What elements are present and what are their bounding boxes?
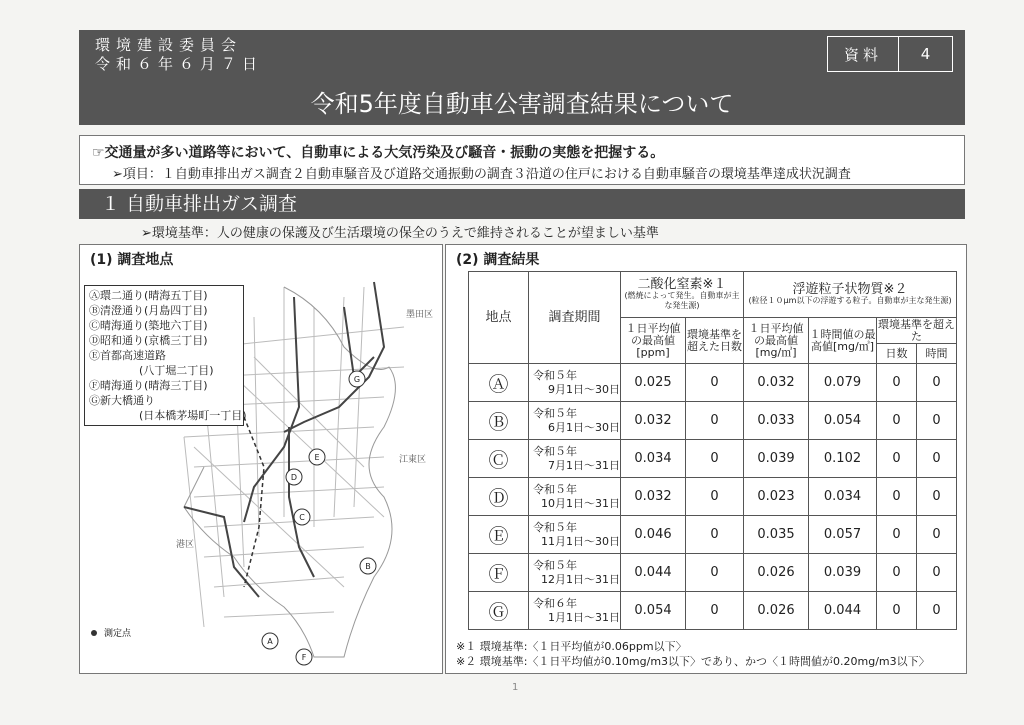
document-reference-box: [827, 36, 953, 72]
period-year: 令和５年: [533, 482, 577, 496]
cell-hours: 0: [917, 402, 957, 440]
survey-results-panel: [445, 244, 967, 674]
table-row: [469, 516, 957, 554]
header-no2-days: 環境基準を超えた日数: [686, 318, 744, 364]
cell-spm-daily: 0.035: [744, 516, 809, 554]
map-label-sumida: 墨田区: [406, 310, 434, 320]
cell-point: Ⓔ: [469, 516, 529, 554]
reference-number: 4: [920, 45, 931, 63]
spm-label: 浮遊粒子状物質※２: [792, 281, 908, 297]
table-row: [469, 478, 957, 516]
cell-days: 0: [877, 592, 917, 630]
section-header: [79, 189, 965, 243]
cell-no2-days: 0: [686, 440, 744, 478]
header-spm-daily: １日平均値の最高値[mg/㎥]: [744, 318, 809, 364]
period-range: 7月1日～31日: [548, 458, 620, 472]
cell-spm-daily: 0.032: [744, 364, 809, 402]
period-year: 令和５年: [533, 520, 577, 534]
page-number: 1: [512, 682, 519, 693]
header-days: 日数: [877, 344, 917, 364]
cell-spm-hourly: 0.044: [809, 592, 877, 630]
header-spm: [744, 272, 957, 318]
cell-hours: 0: [917, 554, 957, 592]
cell-spm-hourly: 0.039: [809, 554, 877, 592]
marker-g-label: G: [353, 375, 361, 384]
marker-a-label: A: [267, 637, 273, 646]
header-hours: 時間: [917, 344, 957, 364]
cell-no2: 0.032: [621, 402, 686, 440]
cell-hours: 0: [917, 364, 957, 402]
committee-info: [95, 36, 263, 74]
cell-no2-days: 0: [686, 554, 744, 592]
locations-title: (1) 調査地点: [90, 252, 174, 268]
table-row: [469, 402, 957, 440]
cell-days: 0: [877, 478, 917, 516]
cell-hours: 0: [917, 516, 957, 554]
period-year: 令和５年: [533, 558, 577, 572]
cell-no2: 0.054: [621, 592, 686, 630]
cell-days: 0: [877, 364, 917, 402]
cell-no2-days: 0: [686, 402, 744, 440]
cell-no2-days: 0: [686, 592, 744, 630]
footnote-no2: ※１ 環境基準:〈１日平均値が0.06ppm以下〉: [456, 640, 687, 653]
cell-point: Ⓓ: [469, 478, 529, 516]
measurement-point-icon: [91, 630, 97, 636]
cell-spm-hourly: 0.054: [809, 402, 877, 440]
cell-spm-daily: 0.026: [744, 592, 809, 630]
cell-no2: 0.034: [621, 440, 686, 478]
period-range: 9月1日～30日: [548, 382, 620, 396]
cell-spm-daily: 0.023: [744, 478, 809, 516]
cell-spm-daily: 0.026: [744, 554, 809, 592]
results-table: [468, 271, 957, 630]
cell-no2: 0.032: [621, 478, 686, 516]
cell-days: 0: [877, 554, 917, 592]
marker-c-label: C: [299, 513, 305, 522]
cell-spm-hourly: 0.102: [809, 440, 877, 478]
cell-point: Ⓒ: [469, 440, 529, 478]
location-item: (日本橋茅場町一丁目): [139, 409, 247, 422]
map-label-koto: 江東区: [399, 455, 427, 465]
cell-period: [529, 402, 621, 440]
period-year: 令和５年: [533, 368, 577, 382]
location-item: Ⓒ晴海通り(築地六丁目): [89, 319, 208, 332]
marker-e-label: E: [314, 453, 320, 462]
period-year: 令和６年: [533, 596, 577, 610]
table-row: [469, 554, 957, 592]
meeting-date: 令和６年６月７日: [95, 55, 264, 73]
cell-period: [529, 554, 621, 592]
cell-spm-hourly: 0.079: [809, 364, 877, 402]
cell-no2: 0.046: [621, 516, 686, 554]
no2-note: (燃焼によって発生。自動車が主な発生源): [624, 290, 740, 310]
period-range: 12月1日～31日: [541, 572, 620, 586]
spm-note: (粒径１０μm以下の浮遊する粒子。自動車が主な発生源): [748, 295, 952, 305]
cell-days: 0: [877, 440, 917, 478]
cell-hours: 0: [917, 440, 957, 478]
no2-label: 二酸化窒素※１: [637, 276, 727, 292]
cell-period: [529, 364, 621, 402]
period-range: 1月1日～31日: [548, 610, 620, 624]
period-year: 令和５年: [533, 444, 577, 458]
location-item: Ⓐ環二通り(晴海五丁目): [89, 289, 208, 302]
location-item: Ⓔ首都高速道路: [89, 349, 166, 362]
cell-no2-days: 0: [686, 478, 744, 516]
environmental-standard-note: ➢環境基準：人の健康の保護及び生活環境の保全のうえで維持されることが望ましい基準: [141, 226, 659, 241]
location-item: Ⓑ清澄通り(月島四丁目): [89, 304, 208, 317]
period-range: 10月1日～31日: [541, 496, 620, 510]
section-title: １ 自動車排出ガス調査: [79, 189, 965, 219]
cell-no2: 0.025: [621, 364, 686, 402]
header-spm-exceed: 環境基準を超えた: [878, 317, 955, 343]
period-range: 6月1日～30日: [548, 420, 620, 434]
cell-period: [529, 478, 621, 516]
cell-days: 0: [877, 402, 917, 440]
cell-days: 0: [877, 516, 917, 554]
cell-spm-daily: 0.039: [744, 440, 809, 478]
header-point: 地点: [469, 272, 529, 364]
cell-point: Ⓑ: [469, 402, 529, 440]
header-spm-hourly: １時間値の最高値[mg/㎥]: [809, 318, 877, 364]
results-title: (2) 調査結果: [456, 252, 540, 268]
header-no2: [621, 272, 744, 318]
header-period: 調査期間: [529, 272, 621, 364]
purpose-box: [79, 135, 965, 185]
table-row: [469, 364, 957, 402]
header-banner: [79, 30, 965, 125]
location-item: Ⓓ昭和通り(京橋三丁目): [89, 334, 208, 347]
footnote-spm: ※２ 環境基準:〈１日平均値が0.10mg/m3以下〉であり、かつ〈１時間値が0.20mg/m3以下〉: [456, 655, 930, 668]
marker-f-label: F: [301, 653, 307, 662]
cell-spm-hourly: 0.034: [809, 478, 877, 516]
cell-point: Ⓐ: [469, 364, 529, 402]
survey-locations-panel: [79, 244, 443, 674]
location-item: Ⓕ晴海通り(晴海三丁目): [89, 379, 208, 392]
page-title: 令和5年度自動車公害調査結果について: [310, 90, 734, 118]
cell-hours: 0: [917, 592, 957, 630]
cell-hours: 0: [917, 478, 957, 516]
legend-measurement-point: 測定点: [104, 629, 132, 639]
location-item: (八丁堀二丁目): [139, 364, 214, 377]
period-year: 令和５年: [533, 406, 577, 420]
map-label-minato: 港区: [176, 540, 195, 550]
marker-d-label: D: [290, 473, 298, 482]
purpose-statement: ☞交通量が多い道路等において、自動車による大気汚染及び騒音・振動の実態を把握する。: [92, 145, 665, 161]
committee-name: 環境建設委員会: [95, 36, 243, 54]
location-item: Ⓖ新大橋通り: [89, 394, 155, 407]
cell-spm-hourly: 0.057: [809, 516, 877, 554]
cell-period: [529, 592, 621, 630]
table-row: [469, 592, 957, 630]
cell-spm-daily: 0.033: [744, 402, 809, 440]
cell-period: [529, 516, 621, 554]
survey-items: ➢項目：１自動車排出ガス調査２自動車騒音及び道路交通振動の調査３沿道の住戸における自動車騒音の環境基準達成状況調査: [112, 167, 851, 182]
cell-point: Ⓖ: [469, 592, 529, 630]
cell-no2-days: 0: [686, 364, 744, 402]
reference-label: 資料: [828, 37, 899, 71]
header-no2-daily: １日平均値の最高値[ppm]: [621, 318, 686, 364]
cell-no2: 0.044: [621, 554, 686, 592]
table-row: [469, 440, 957, 478]
locations-list: [84, 285, 247, 426]
cell-no2-days: 0: [686, 516, 744, 554]
cell-period: [529, 440, 621, 478]
period-range: 11月1日～30日: [541, 534, 620, 548]
cell-point: Ⓕ: [469, 554, 529, 592]
marker-b-label: B: [365, 562, 371, 571]
